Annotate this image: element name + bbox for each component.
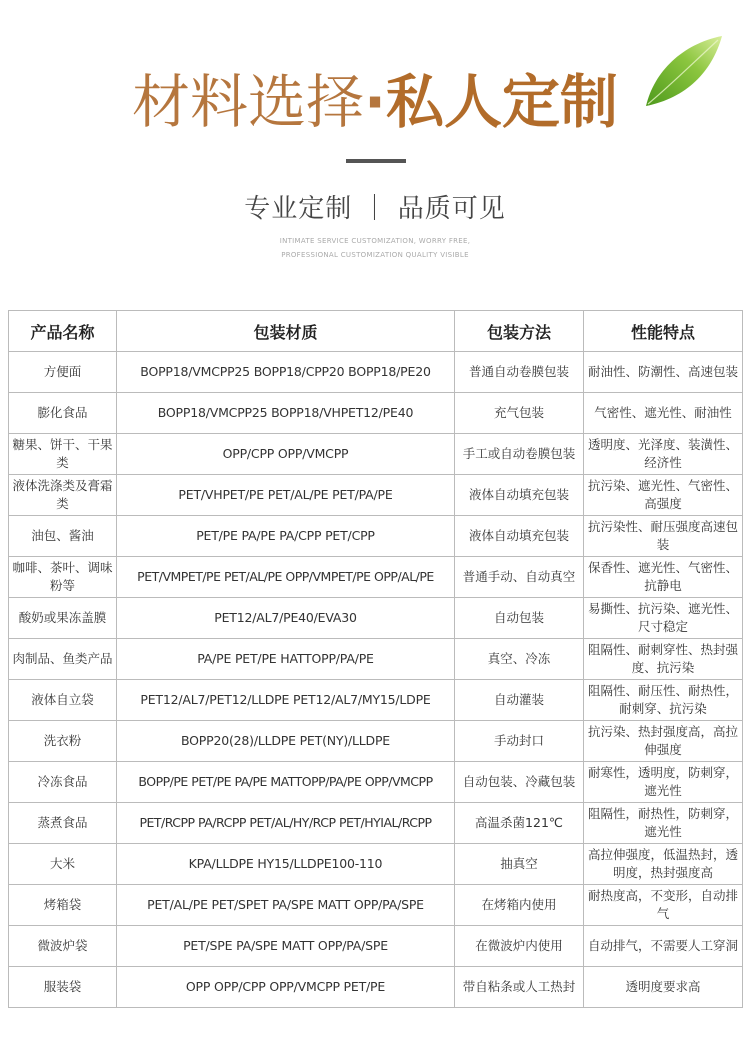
page-title xyxy=(0,62,750,142)
cell-features: 自动排气，不需要人工穿洞 xyxy=(584,926,743,967)
cell-method: 自动灌装 xyxy=(455,680,584,721)
cell-material: PET/RCPP PA/RCPP PET/AL/HY/RCP PET/HYIAL/RCPP xyxy=(117,803,455,844)
cell-product-name: 微波炉袋 xyxy=(9,926,117,967)
cell-material: PET/PE PA/PE PA/CPP PET/CPP xyxy=(117,516,455,557)
cell-method: 充气包装 xyxy=(455,393,584,434)
leaf-icon xyxy=(642,32,726,110)
cell-material: PET12/AL7/PE40/EVA30 xyxy=(117,598,455,639)
table-row xyxy=(9,393,743,434)
cell-method: 自动包装 xyxy=(455,598,584,639)
table-row xyxy=(9,598,743,639)
cell-method: 高温杀菌121℃ xyxy=(455,803,584,844)
cell-material: OPP OPP/CPP OPP/VMCPP PET/PE xyxy=(117,967,455,1008)
cell-features: 阻隔性，耐热性，防刺穿，遮光性 xyxy=(584,803,743,844)
cell-product-name: 洗衣粉 xyxy=(9,721,117,762)
table-row xyxy=(9,885,743,926)
cell-product-name: 肉制品、鱼类产品 xyxy=(9,639,117,680)
table-row xyxy=(9,639,743,680)
cell-features: 透明度、光泽度、装潢性、经济性 xyxy=(584,434,743,475)
cell-method: 普通自动卷膜包装 xyxy=(455,352,584,393)
cell-product-name: 糖果、饼干、干果类 xyxy=(9,434,117,475)
table-row xyxy=(9,475,743,516)
cell-features: 高拉伸强度，低温热封，透明度，热封强度高 xyxy=(584,844,743,885)
cell-product-name: 蒸煮食品 xyxy=(9,803,117,844)
table-row xyxy=(9,721,743,762)
cell-features: 气密性、遮光性、耐油性 xyxy=(584,393,743,434)
table-row xyxy=(9,516,743,557)
table-row xyxy=(9,844,743,885)
english-tagline-2: PROFESSIONAL CUSTOMIZATION QUALITY VISIBLE xyxy=(281,251,469,259)
cell-features: 抗污染性、耐压强度高速包装 xyxy=(584,516,743,557)
cell-method: 普通手动、自动真空 xyxy=(455,557,584,598)
subtitle: 专业定制 ｜ 品质可见 xyxy=(244,194,506,224)
cell-material: PET12/AL7/PET12/LLDPE PET12/AL7/MY15/LDPE xyxy=(117,680,455,721)
cell-features: 阻隔性、耐压性、耐热性，耐刺穿、抗污染 xyxy=(584,680,743,721)
cell-features: 抗污染、遮光性、气密性、高强度 xyxy=(584,475,743,516)
title-light: 材料选择 xyxy=(131,68,364,136)
header-product-name: 产品名称 xyxy=(9,311,117,352)
table-row xyxy=(9,352,743,393)
table-header-row xyxy=(9,311,743,352)
cell-material: BOPP20(28)/LLDPE PET(NY)/LLDPE xyxy=(117,721,455,762)
cell-method: 液体自动填充包装 xyxy=(455,516,584,557)
cell-product-name: 冷冻食品 xyxy=(9,762,117,803)
table-row xyxy=(9,680,743,721)
cell-method: 自动包装、冷藏包装 xyxy=(455,762,584,803)
cell-product-name: 大米 xyxy=(9,844,117,885)
table-row xyxy=(9,926,743,967)
cell-product-name: 服装袋 xyxy=(9,967,117,1008)
cell-features: 抗污染、热封强度高，高拉伸强度 xyxy=(584,721,743,762)
cell-method: 手动封口 xyxy=(455,721,584,762)
cell-method: 抽真空 xyxy=(455,844,584,885)
cell-method: 在烤箱内使用 xyxy=(455,885,584,926)
header-material: 包装材质 xyxy=(117,311,455,352)
cell-material: PA/PE PET/PE HATTOPP/PA/PE xyxy=(117,639,455,680)
header-features: 性能特点 xyxy=(584,311,743,352)
cell-method: 液体自动填充包装 xyxy=(455,475,584,516)
cell-features: 易撕性、抗污染、遮光性、尺寸稳定 xyxy=(584,598,743,639)
cell-product-name: 液体自立袋 xyxy=(9,680,117,721)
cell-material: BOPP/PE PET/PE PA/PE MATTOPP/PA/PE OPP/VMCPP xyxy=(117,762,455,803)
table-row xyxy=(9,557,743,598)
cell-product-name: 烤箱袋 xyxy=(9,885,117,926)
title-bold: 私人定制 xyxy=(386,68,619,136)
cell-features: 保香性、遮光性、气密性、抗静电 xyxy=(584,557,743,598)
cell-features: 阻隔性、耐刺穿性、热封强度、抗污染 xyxy=(584,639,743,680)
cell-product-name: 咖啡、茶叶、调味粉等 xyxy=(9,557,117,598)
cell-product-name: 方便面 xyxy=(9,352,117,393)
cell-features: 耐热度高，不变形，自动排气 xyxy=(584,885,743,926)
title-divider xyxy=(346,159,406,163)
cell-method: 真空、冷冻 xyxy=(455,639,584,680)
cell-method: 在微波炉内使用 xyxy=(455,926,584,967)
title-dot: · xyxy=(363,68,387,136)
cell-method: 带自粘条或人工热封 xyxy=(455,967,584,1008)
cell-material: OPP/CPP OPP/VMCPP xyxy=(117,434,455,475)
table-row xyxy=(9,803,743,844)
cell-features: 耐寒性，透明度，防刺穿，遮光性 xyxy=(584,762,743,803)
cell-material: KPA/LLDPE HY15/LLDPE100-110 xyxy=(117,844,455,885)
header-method: 包装方法 xyxy=(455,311,584,352)
cell-product-name: 膨化食品 xyxy=(9,393,117,434)
material-table xyxy=(8,310,743,1008)
cell-product-name: 油包、酱油 xyxy=(9,516,117,557)
cell-material: PET/AL/PE PET/SPET PA/SPE MATT OPP/PA/SPE xyxy=(117,885,455,926)
cell-method: 手工或自动卷膜包装 xyxy=(455,434,584,475)
table-row xyxy=(9,762,743,803)
cell-material: BOPP18/VMCPP25 BOPP18/CPP20 BOPP18/PE20 xyxy=(117,352,455,393)
cell-features: 耐油性、防潮性、高速包装 xyxy=(584,352,743,393)
cell-product-name: 酸奶或果冻盖膜 xyxy=(9,598,117,639)
cell-material: BOPP18/VMCPP25 BOPP18/VHPET12/PE40 xyxy=(117,393,455,434)
cell-material: PET/SPE PA/SPE MATT OPP/PA/SPE xyxy=(117,926,455,967)
english-tagline-1: INTIMATE SERVICE CUSTOMIZATION, WORRY FREE, xyxy=(279,237,471,245)
cell-product-name: 液体洗涤类及膏霜类 xyxy=(9,475,117,516)
cell-material: PET/VMPET/PE PET/AL/PE OPP/VMPET/PE OPP/AL/PE xyxy=(117,557,455,598)
table-row xyxy=(9,967,743,1008)
table-row xyxy=(9,434,743,475)
cell-material: PET/VHPET/PE PET/AL/PE PET/PA/PE xyxy=(117,475,455,516)
cell-features: 透明度要求高 xyxy=(584,967,743,1008)
